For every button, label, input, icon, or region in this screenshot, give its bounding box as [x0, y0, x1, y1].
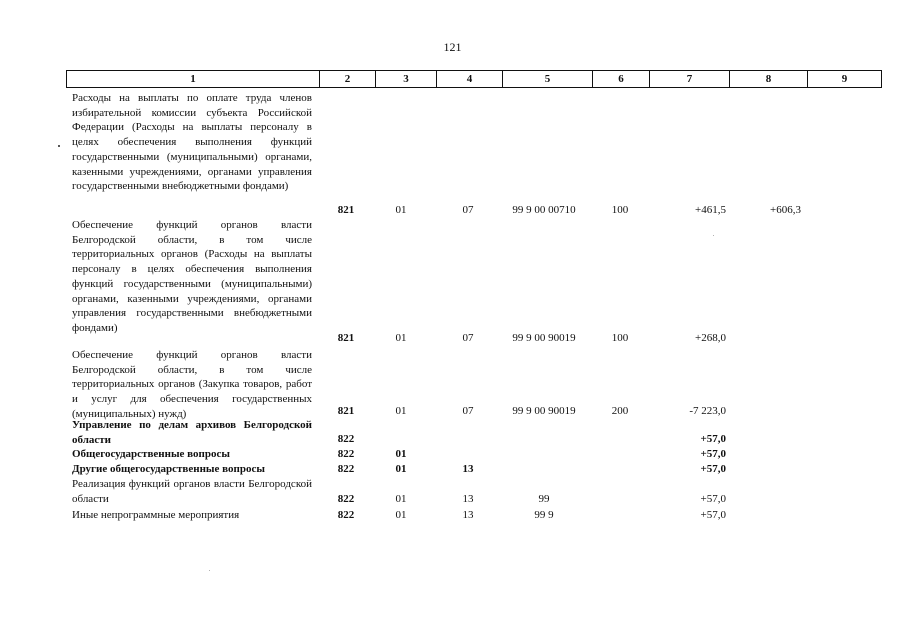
- cell-col-5: 99: [538, 493, 550, 505]
- header-col-5: 5: [544, 73, 551, 85]
- cell-col-6: 200: [611, 405, 629, 417]
- header-col-4: 4: [466, 73, 473, 85]
- row-description: Общегосударственные вопросы: [72, 448, 230, 460]
- cell-col-4: 13: [462, 509, 474, 521]
- cell-col-5: 99 9 00 90019: [512, 405, 576, 417]
- cell-col-3: 01: [395, 463, 407, 475]
- cell-col-3: 01: [395, 204, 407, 216]
- scan-speck: [713, 235, 714, 236]
- cell-col-5: 99 9: [534, 509, 554, 521]
- scan-speck: [209, 570, 210, 571]
- header-col-3: 3: [403, 73, 409, 85]
- cell-col-2: 821: [337, 405, 355, 417]
- row-description: Иные непрограммные мероприятия: [72, 509, 240, 521]
- cell-col-5: 99 9 00 90019: [512, 332, 576, 344]
- header-col-6: 6: [618, 73, 624, 85]
- row-description: Управление по делам архивов Белгородской области: [72, 419, 312, 446]
- cell-col-7: +57,0: [700, 433, 726, 445]
- header-col-1: 1: [190, 73, 196, 85]
- cell-col-4: 07: [462, 405, 474, 417]
- cell-col-2: 822: [337, 509, 355, 521]
- cell-col-4: 13: [462, 463, 474, 475]
- cell-col-6: 100: [611, 204, 629, 216]
- cell-col-3: 01: [395, 448, 407, 460]
- cell-col-3: 01: [395, 405, 407, 417]
- cell-col-7: +57,0: [700, 493, 726, 505]
- cell-col-7: -7 223,0: [689, 405, 726, 417]
- header-col-7: 7: [686, 73, 693, 85]
- cell-col-4: 07: [462, 332, 474, 344]
- cell-col-2: 822: [337, 493, 355, 505]
- header-col-2: 2: [344, 73, 351, 85]
- header-col-9: 9: [841, 73, 848, 85]
- row-description: Реализация функций органов власти Белгородской области: [72, 478, 312, 505]
- cell-col-7: +57,0: [700, 463, 726, 475]
- cell-col-6: 100: [611, 332, 629, 344]
- cell-col-4: 07: [462, 204, 474, 216]
- cell-col-2: 822: [337, 433, 355, 445]
- row-description: Другие общегосударственные вопросы: [72, 463, 265, 475]
- cell-col-3: 01: [395, 332, 407, 344]
- cell-col-7: +57,0: [700, 448, 726, 460]
- cell-col-3: 01: [395, 493, 407, 505]
- cell-col-2: 822: [337, 448, 355, 460]
- cell-col-7: +57,0: [700, 509, 726, 521]
- cell-col-3: 01: [395, 509, 407, 521]
- cell-col-7: +268,0: [695, 332, 726, 344]
- row-description: Обеспечение функций органов власти Белгородской области, в том числе территориальных органов (Расходы на выплаты персоналу в целях обеспечения выполнения функций государственными (муниципальными) органами, казенными учреждениями, органами управления государственными внебюджетными фондами): [72, 219, 312, 334]
- header-col-8: 8: [765, 73, 772, 85]
- row-description: Обеспечение функций органов власти Белгородской области, в том числе территориальных органов (Закупка товаров, работ и услуг для обеспечения государственных (муниципальных) нужд): [72, 349, 312, 420]
- row-description: Расходы на выплаты по оплате труда членов избирательной комиссии субъекта Российской Федерации (Расходы на выплаты персоналу в целях обеспечения выполнения функций государственными (муниципальными) органами, казенными учреждениями, органами управления государственными внебюджетными фондами): [72, 92, 312, 193]
- cell-col-5: 99 9 00 00710: [512, 204, 576, 216]
- cell-col-7: +461,5: [695, 204, 726, 216]
- cell-col-4: 13: [462, 493, 474, 505]
- cell-col-2: 822: [337, 463, 355, 475]
- page-number: 121: [443, 40, 462, 54]
- cell-col-8: +606,3: [770, 204, 801, 216]
- cell-col-2: 821: [337, 332, 355, 344]
- cell-col-2: 821: [337, 204, 355, 216]
- table-header: [66, 70, 882, 88]
- scan-speck: [58, 145, 60, 147]
